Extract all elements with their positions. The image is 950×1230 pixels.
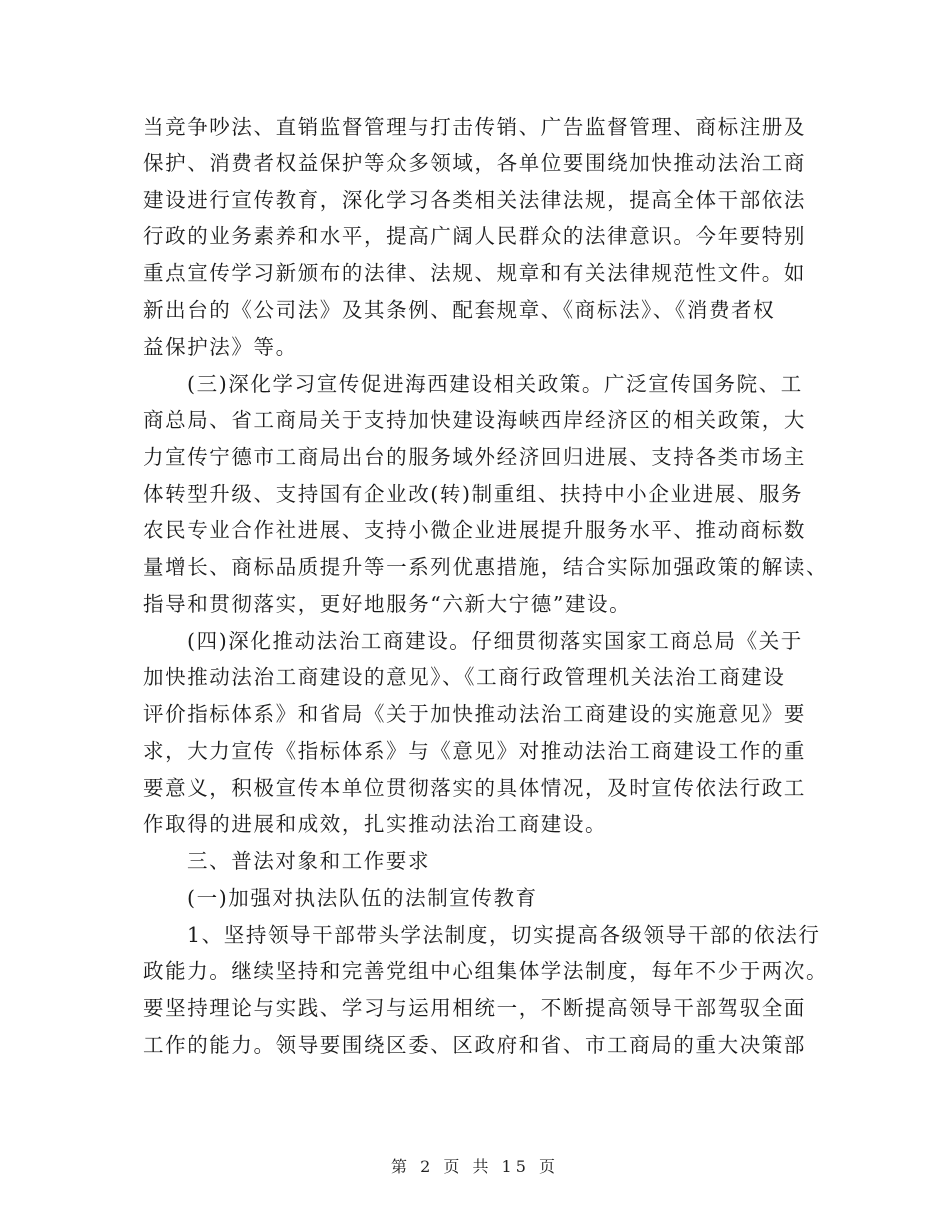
body-text-line: 农民专业合作社进展、支持小微企业进展提升服务水平、推动商标数 [143, 518, 806, 542]
body-text-line: 重点宣传学习新颁布的法律、法规、规章和有关法律规范性文件。如 [143, 261, 806, 285]
body-text-line: 保护、消费者权益保护等众多领域，各单位要围绕加快推动法治工商 [143, 151, 806, 175]
section-heading-line: (三)深化学习宣传促进海西建设相关政策。广泛宣传国务院、工 [187, 372, 803, 396]
body-text-line: 要意义，积极宣传本单位贯彻落实的具体情况，及时宣传依法行政工 [143, 776, 806, 800]
section-heading-line: (四)深化推动法治工商建设。仔细贯彻落实国家工商总局《关于 [187, 629, 803, 653]
body-text-line: 加快推动法治工商建设的意见》、《工商行政管理机关法治工商建设 [143, 665, 786, 689]
body-text-line: 益保护法》等。 [143, 335, 298, 359]
body-text-line: 评价指标体系》和省局《关于加快推动法治工商建设的实施意见》要 [143, 702, 806, 726]
body-text-line: 行政的业务素养和水平，提高广阔人民群众的法律意识。今年要特别 [143, 224, 806, 248]
body-text-line: 当竞争吵法、直销监督管理与打击传销、广告监督管理、商标注册及 [143, 115, 806, 139]
body-text-line: 1、坚持领导干部带头学法制度，切实提高各级领导干部的依法行 [187, 923, 821, 947]
subsection-heading-line: (一)加强对执法队伍的法制宣传教育 [187, 886, 538, 910]
body-text-line: 指导和贯彻落实，更好地服务“六新大宁德”建设。 [143, 592, 632, 616]
body-text-line: 要坚持理论与实践、学习与运用相统一，不断提高领导干部驾驭全面 [143, 996, 806, 1020]
body-text-line: 作取得的进展和成效，扎实推动法治工商建设。 [143, 812, 608, 836]
body-text-line: 商总局、省工商局关于支持加快建设海峡西岸经济区的相关政策，大 [143, 408, 806, 432]
body-text-line: 新出台的《公司法》及其条例、配套规章、《商标法》、《消费者权 [143, 298, 776, 322]
body-text-line: 求，大力宣传《指标体系》与《意见》对推动法治工商建设工作的重 [143, 739, 806, 763]
page-footer: 第 2 页 共 15 页 [391, 1157, 559, 1176]
body-text-line: 体转型升级、支持国有企业改(转)制重组、扶持中小企业进展、服务 [143, 482, 804, 506]
body-text-line: 建设进行宣传教育，深化学习各类相关法律法规，提高全体干部依法 [143, 188, 806, 212]
body-text-line: 工作的能力。领导要围绕区委、区政府和省、市工商局的重大决策部 [143, 1033, 806, 1057]
body-text-line: 量增长、商标品质提升等一系列优惠措施，结合实际加强政策的解读、 [143, 555, 829, 579]
body-text-line: 力宣传宁德市工商局出台的服务域外经济回归进展、支持各类市场主 [143, 445, 806, 469]
section-heading-line: 三、普法对象和工作要求 [187, 849, 431, 873]
body-text-line: 政能力。继续坚持和完善党组中心组集体学法制度，每年不少于两次。 [143, 959, 829, 983]
